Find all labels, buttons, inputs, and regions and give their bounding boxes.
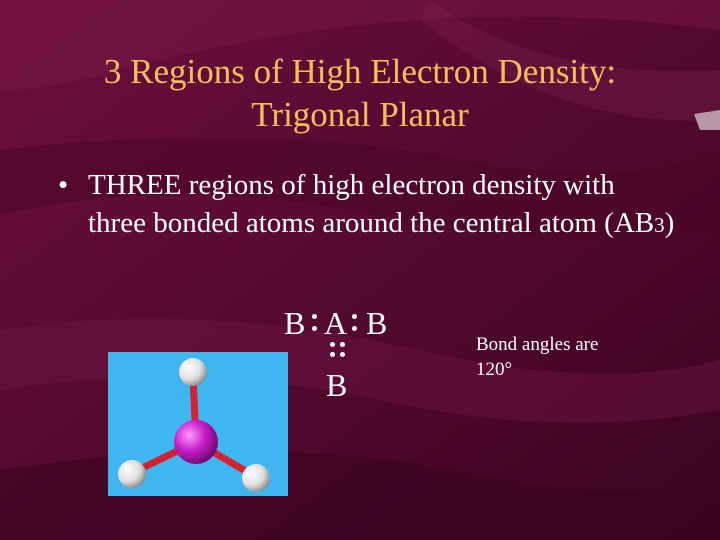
lewis-structure: [280, 300, 410, 410]
bullet-subscript: 3: [654, 213, 665, 237]
bullet-text-main: THREE regions of high electron density with three bonded atoms around the central atom (AB: [88, 169, 655, 239]
central-atom: [174, 420, 218, 464]
outer-atom-lower-right: [242, 464, 270, 492]
lewis-atom-bottom: B: [326, 367, 348, 403]
lewis-atom-left: B: [284, 305, 306, 341]
bond-angle-note: Bond angles are 120°: [476, 334, 599, 380]
outer-atom-lower-left: [118, 460, 146, 488]
trigonal-planar-model: [108, 352, 288, 496]
slide-title: [20, 50, 700, 136]
outer-atom-top: [179, 358, 207, 386]
title-line-1: 3 Regions of High Electron Density:: [103, 52, 617, 91]
bullet-point: [58, 166, 678, 244]
title-line-2: Trigonal Planar: [251, 95, 469, 134]
lewis-atom-right: B: [366, 305, 388, 341]
bullet-text: [88, 166, 678, 244]
lewis-atom-center: A: [324, 305, 348, 341]
bullet-text-end: ): [664, 207, 675, 239]
bullet-dot: •: [58, 169, 69, 201]
